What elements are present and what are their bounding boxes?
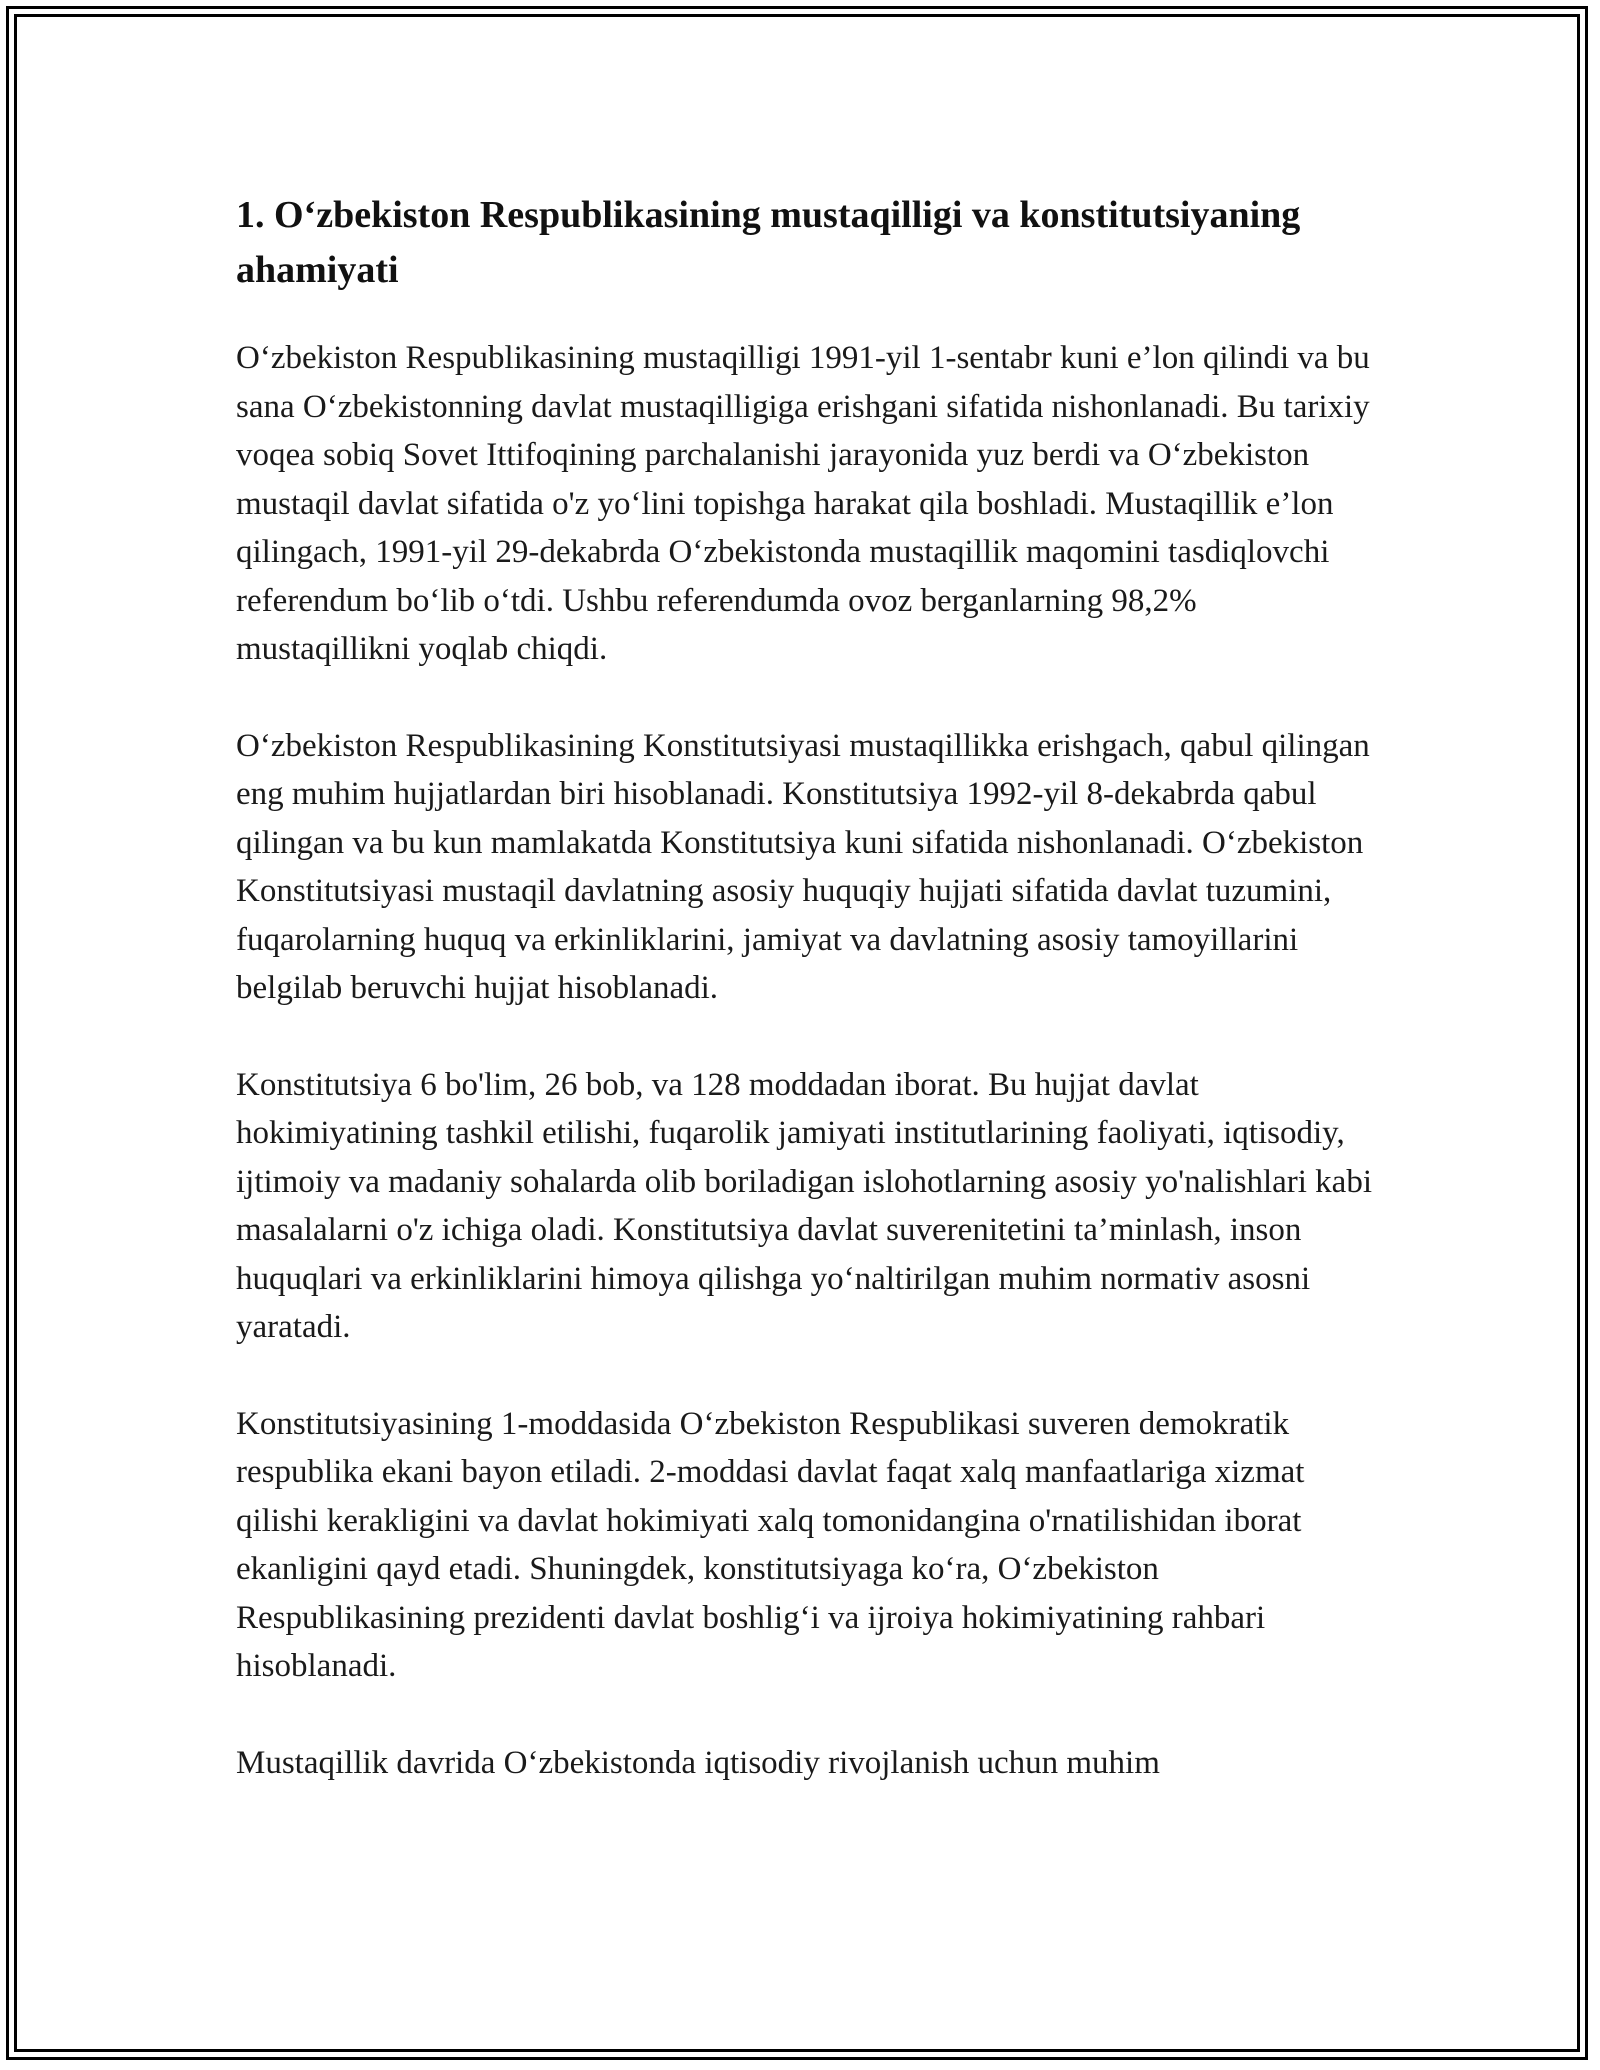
paragraph-economy: Mustaqillik davrida O‘zbekistonda iqtisodiy rivojlanish uchun muhim	[236, 1744, 1160, 1781]
paragraph-independence: O‘zbekiston Respublikasining mustaqilligi 1991-yil 1-sentabr kuni e’lon qilindi va bu sana O‘zbekistonning davlat mustaqilligiga erishgani sifatida nishonlanadi. Bu tarixiy voqea sobiq Sovet Ittifoqining parchalanishi jarayonida yuz berdi va O‘zbekiston mustaqil davlat sifatida o'z yo‘lini topishga harakat qila boshladi. Mustaqillik e’lon qilingach, 1991-yil 29-dekabrda O‘zbekistonda mustaqillik maqomini tasdiqlovchi referendum bo‘lib o‘tdi. Ushbu referendumda ovoz berganlarning 98,2% mustaqillikni yoqlab chiqdi.	[236, 340, 1370, 667]
paragraph-constitution: O‘zbekiston Respublikasining Konstitutsiyasi mustaqillikka erishgach, qabul qilingan eng muhim hujjatlardan biri hisoblanadi. Konstitutsiya 1992-yil 8-dekabrda qabul qilingan va bu kun mamlakatda Konstitutsiya kuni sifatida nishonlanadi. O‘zbekiston Konstitutsiyasi mustaqil davlatning asosiy huquqiy hujjati sifatida davlat tuzumini, fuqarolarning huquq va erkinliklarini, jamiyat va davlatning asosiy tamoyillarini belgilab beruvchi hujjat hisoblanadi.	[236, 727, 1370, 1006]
document-body	[236, 188, 1376, 1835]
section-title: 1. O‘zbekiston Respublikasining mustaqilligi va konstitutsiyaning ahamiyati	[236, 194, 1301, 291]
paragraph-structure: Konstitutsiya 6 bo'lim, 26 bob, va 128 moddadan iborat. Bu hujjat davlat hokimiyatining tashkil etilishi, fuqarolik jamiyati institutlarining faoliyati, iqtisodiy, ijtimoiy va madaniy sohalarda olib boriladigan islohotlarning asosiy yo'nalishlari kabi masalalarni o'z ichiga oladi. Konstitutsiya davlat suverenitetini ta’minlash, inson huquqlari va erkinliklarini himoya qilishga yo‘naltirilgan muhim normativ asosni yaratadi.	[236, 1066, 1372, 1345]
paragraph-articles: Konstitutsiyasining 1-moddasida O‘zbekiston Respublikasi suveren demokratik respublika ekani bayon etiladi. 2-moddasi davlat faqat xalq manfaatlariga xizmat qilishi kerakligini va davlat hokimiyati xalq tomonidangina o'rnatilishidan iborat ekanligini qayd etadi. Shuningdek, konstitutsiyaga ko‘ra, O‘zbekiston Respublikasining prezidenti davlat boshlig‘i va ijroiya hokimiyatining rahbari hisoblanadi.	[236, 1405, 1305, 1684]
